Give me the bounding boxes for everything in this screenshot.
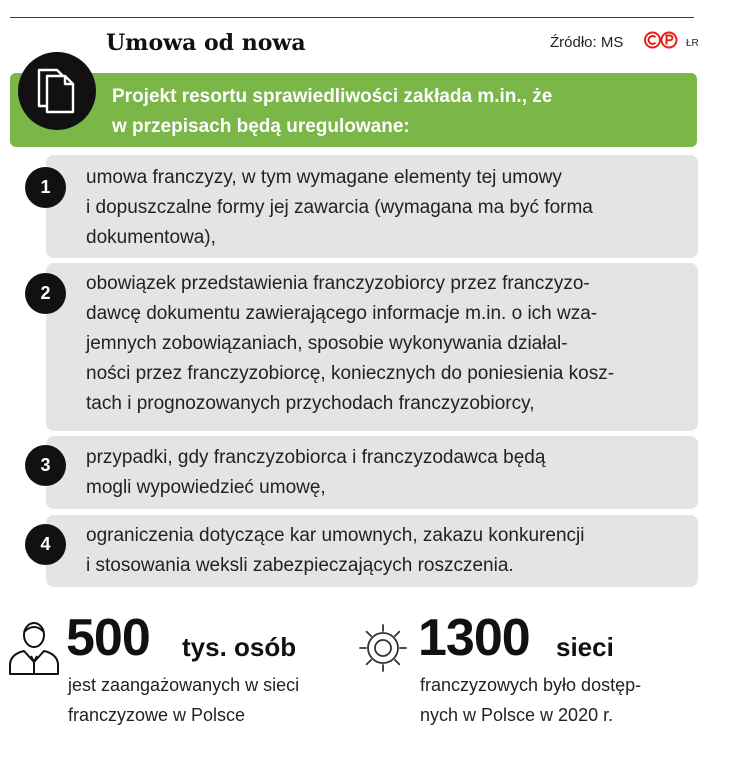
item-number: 4 — [25, 524, 66, 565]
item-line: jemnych zobowiązaniach, sposobie wykonywania działal- — [86, 333, 568, 354]
stat-line: jest zaangażowanych w sieci — [68, 675, 300, 695]
top-rule — [10, 17, 694, 18]
list-item — [46, 436, 698, 509]
publisher-logo-icon — [644, 31, 678, 49]
item-line: przypadki, gdy franczyzobiorca i franczyzodawca będą — [86, 447, 546, 468]
item-line: i stosowania weksli zabezpieczających roszczenia. — [86, 555, 514, 576]
item-line: obowiązek przedstawienia franczyzobiorcy przez franczyzo- — [86, 273, 590, 294]
document-icon — [35, 66, 79, 116]
banner-line: Projekt resortu sprawiedliwości zakłada m.in., że — [112, 86, 553, 107]
stat-line: franczyzowe w Polsce — [68, 705, 246, 725]
item-number: 3 — [25, 445, 66, 486]
stat-value: 500 — [66, 609, 150, 667]
banner-line: w przepisach będą uregulowane: — [112, 116, 410, 137]
list-item — [46, 155, 698, 258]
document-icon-badge — [18, 52, 96, 130]
item-line: umowa franczyzy, w tym wymagane elementy tej umowy — [86, 167, 562, 188]
banner-text — [112, 82, 687, 142]
stat-description — [420, 670, 641, 730]
stat-description — [68, 670, 299, 730]
item-line: ności przez franczyzobiorcę, koniecznych do poniesienia kosz- — [86, 363, 615, 384]
stat-unit: tys. osób — [182, 632, 297, 662]
item-line: mogli wypowiedzieć umowę, — [86, 477, 326, 498]
person-icon — [6, 618, 62, 676]
page-title: Umowa od nowa — [106, 30, 306, 56]
stat-line: franczyzowych było dostęp- — [420, 675, 642, 695]
list-item — [46, 515, 698, 587]
item-number: 2 — [25, 273, 66, 314]
list-item — [46, 263, 698, 431]
stat-line: nych w Polsce w 2020 r. — [420, 705, 614, 725]
item-line: tach i prognozowanych przychodach franczyzobiorcy, — [86, 393, 535, 414]
item-line: i dopuszczalne formy jej zawarcia (wymagana ma być forma — [86, 197, 593, 218]
item-line: dokumentowa), — [86, 227, 216, 248]
source-label: Źródło: MS — [550, 34, 624, 51]
item-line: dawcę dokumentu zawierającego informacje m.in. o ich wza- — [86, 303, 598, 324]
item-line: ograniczenia dotyczące kar umownych, zakazu konkurencji — [86, 525, 585, 546]
author-credit: ŁR — [686, 38, 699, 49]
stat-unit: sieci — [556, 632, 614, 662]
item-number: 1 — [25, 167, 66, 208]
stat-value: 1300 — [418, 609, 530, 667]
gear-icon — [357, 622, 409, 674]
